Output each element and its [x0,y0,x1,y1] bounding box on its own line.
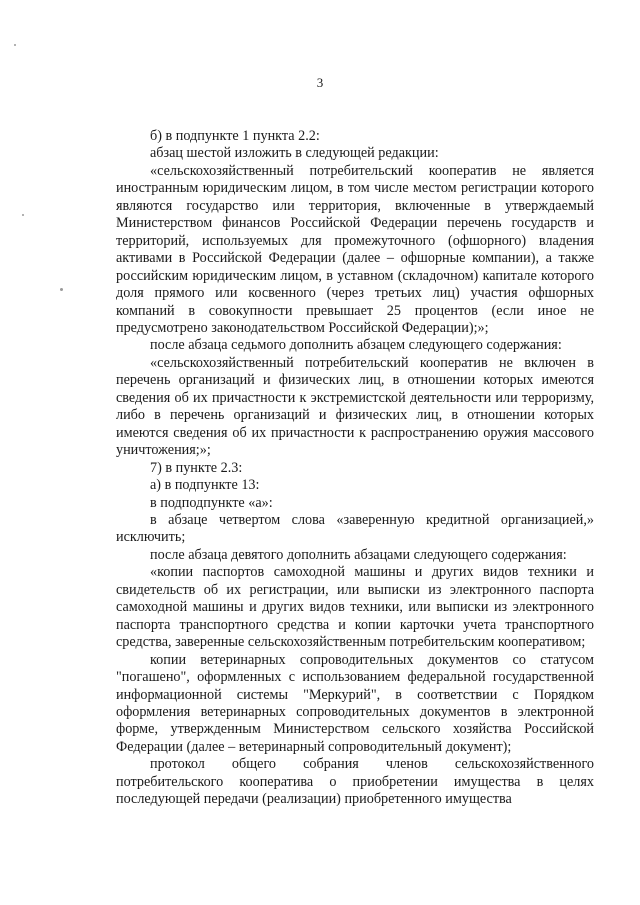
paragraph: копии ветеринарных сопроводительных документов со статусом "погашено", оформленных с использованием федеральной государственной информационной системы "Меркурий", в соответствии с Порядком оформления ветеринарных сопроводительных документов в электронной форме, утвержденным Министерством сельского хозяйства Российской Федерации (далее – ветеринарный сопроводительный документ); [116,651,594,755]
paragraph: абзац шестой изложить в следующей редакции: [150,145,439,162]
paragraph: «сельскохозяйственный потребительский кооператив не является иностранным юридическим лицом, в том числе местом регистрации которого являются государство или территория, включенные в утверждаемый Министерством финансов Российской Федерации перечень государств и территорий, используемых для промежуточного (офшорного) владения активами в Российской Федерации (далее – офшорные компании), а также российским юридическим лицом, в уставном (складочном) капитале которого доля прямого или косвенного (через третьих лиц) участия офшорных компаний в совокупности превышает 25 процентов (если иное не предусмотрено законодательством Российской Федерации);»; [116,162,594,336]
paragraph: «сельскохозяйственный потребительский кооператив не включен в перечень организаций и физических лиц, в отношении которых имеются сведения об их причастности к экстремистской деятельности или терроризму, либо в перечень организаций и физических лиц, в отношении которых имеются сведения об их причастности к распространению оружия массового уничтожения;»; [116,354,594,459]
document-body [116,128,594,809]
scan-mark [60,288,63,291]
paragraph: в подподпункте «а»: [150,494,273,511]
paragraph: после абзаца седьмого дополнить абзацем следующего содержания: [150,337,562,354]
paragraph: а) в подпункте 13: [150,477,260,494]
scan-mark [14,44,16,46]
paragraph: протокол общего собрания членов сельскохозяйственного потребительского кооператива о приобретении имущества в целях последующей передачи (реализации) приобретенного имущества [116,756,594,808]
paragraph: б) в подпункте 1 пункта 2.2: [150,128,320,144]
scan-mark [22,214,24,216]
page-number: 3 [316,75,324,90]
paragraph: в абзаце четвертом слова «заверенную кредитной организацией,» исключить; [116,511,594,546]
paragraph: «копии паспортов самоходной машины и других видов техники и свидетельств об их регистрации, или выписки из электронного паспорта самоходной машины и других видов техники, или выписки из электронного паспорта транспортного средства и копии карточки учета транспортного средства, заверенные сельскохозяйственным потребительским кооперативом; [116,564,594,651]
paragraph: после абзаца девятого дополнить абзацами следующего содержания: [150,546,567,563]
paragraph: 7) в пункте 2.3: [150,459,243,476]
